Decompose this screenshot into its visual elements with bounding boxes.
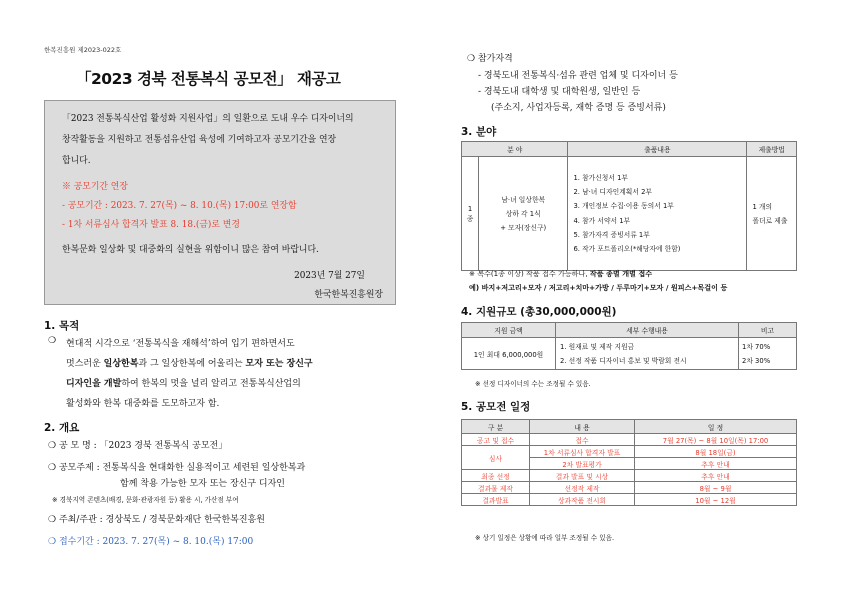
purpose-text: 과 그 일상한복에 어울리는 — [138, 359, 246, 369]
field-row-number: 1 종 — [462, 157, 479, 271]
extension-item: - 공모기간 : 2023. 7. 27(목) ~ 8. 10.(목) 17:00로 연장함 — [62, 201, 297, 211]
field-note-text: ※ 복수(1종 이상) 작품 접수 가능하나, — [469, 269, 590, 278]
field-note-2: 예) 바지+저고리+모자 / 저고리+치마+가방 / 두루마기+모자 / 원피스+목걸이 등 — [469, 283, 728, 292]
overview-theme-row — [48, 460, 305, 473]
purpose-bullet: ❍ — [48, 336, 57, 346]
schedule-content: 접수 — [530, 434, 635, 446]
purpose-line — [66, 356, 313, 369]
field-item: 3. 개인정보 수집·이용 동의서 1부 — [573, 202, 674, 211]
schedule-date: 7월 27(목) ~ 8월 10일(목) 17:00 — [635, 434, 797, 446]
overview-theme-row-2: 함께 착용 가능한 모자 또는 장신구 디자인 — [120, 479, 285, 489]
schedule-col-header: 내 용 — [530, 420, 635, 434]
section-schedule-heading: 5. 공모전 일정 — [461, 401, 531, 413]
support-col-header: 비고 — [739, 323, 797, 338]
schedule-content: 2차 발표평가 — [530, 458, 635, 470]
field-col-header: 제출방법 — [747, 142, 797, 157]
schedule-footnote: ※ 상기 일정은 상황에 따라 일부 조정될 수 있음. — [475, 534, 615, 542]
purpose-line: 활성화와 한복 대중화를 도모하고자 함. — [66, 399, 220, 409]
schedule-content: 1차 서류심사 합격자 발표 — [530, 446, 635, 458]
field-method: 1 개의 폴더로 제출 — [747, 157, 797, 271]
section-field-heading: 3. 분야 — [461, 126, 497, 138]
support-notes — [739, 338, 797, 370]
eligibility-note: (주소지, 사업자등록, 재학 증명 등 증빙서류) — [491, 103, 666, 113]
purpose-emphasis: 디자인을 개발 — [66, 379, 122, 389]
purpose-emphasis: 모자 또는 장신구 — [245, 359, 313, 369]
field-item: 5. 참가자격 증빙서류 1부 — [573, 230, 650, 239]
schedule-table — [461, 419, 797, 506]
schedule-category: 공고 및 접수 — [462, 434, 530, 446]
overview-text: 접수기간 : 2023. 7. 27(목) ~ 8. 10.(목) 17:00 — [58, 537, 254, 547]
eligibility-item: - 경북도내 전통복식·섬유 관련 업체 및 디자이너 등 — [478, 71, 678, 81]
notice-date: 2023년 7월 27일 — [294, 271, 365, 281]
field-item: 6. 작가 포트폴리오(*해당자에 한함) — [573, 244, 681, 253]
schedule-date: 8월 18일(금) — [635, 446, 797, 458]
intro-line: 창작활동을 지원하고 전통섬유산업 육성에 기여하고자 공모기간을 연장 — [62, 135, 337, 145]
section-purpose-heading: 1. 목적 — [44, 320, 80, 332]
schedule-category: 결과물 제작 — [462, 482, 530, 494]
notice-issuer: 한국한복진흥원장 — [314, 290, 383, 300]
support-details — [556, 338, 739, 370]
schedule-date: 8월 ~ 9월 — [635, 482, 797, 494]
schedule-col-header: 일 정 — [635, 420, 797, 434]
overview-text: 주최/주관 : 경상북도 / 경북문화재단 한국한복진흥원 — [58, 515, 265, 525]
bullet-icon: ❍ — [48, 441, 57, 451]
eligibility-item: - 경북도내 대학생 및 대학원생, 일반인 등 — [478, 87, 641, 97]
schedule-date: 10월 ~ 12월 — [635, 494, 797, 506]
eligibility-heading: ❍ 참가자격 — [467, 54, 513, 64]
schedule-category: 결과발표 — [462, 494, 530, 506]
purpose-line: 현대적 시각으로 ‘전통복식을 재해석’하여 입기 편하면서도 — [66, 339, 295, 349]
document-number: 한복진흥원 제2023-022호 — [44, 46, 122, 54]
field-item: 2. 남·녀 디자인계획서 2부 — [573, 188, 652, 197]
support-amount: 1인 최대 6,000,000원 — [462, 338, 556, 370]
bullet-icon: ❍ — [48, 537, 57, 547]
schedule-content: 결과 발표 및 시상 — [530, 470, 635, 482]
schedule-category: 심사 — [462, 446, 530, 470]
overview-host-row — [48, 512, 265, 525]
table-row — [462, 494, 797, 506]
overview-text: 공 모 명 : 「2023 경북 전통복식 공모전」 — [58, 441, 228, 451]
purpose-text: 하여 한복의 멋을 널리 알리고 전통복식산업의 — [121, 379, 301, 389]
purpose-emphasis: 일상한복 — [103, 359, 139, 369]
notice-box — [44, 100, 396, 305]
field-name: 남·녀 일상한복 상하 각 1식 + 모자(장신구) — [479, 157, 568, 271]
support-col-header: 지원 금액 — [462, 323, 556, 338]
purpose-text: 멋스러운 — [66, 359, 104, 369]
overview-period-row — [48, 534, 253, 547]
purpose-line — [66, 376, 301, 389]
support-table — [461, 322, 797, 370]
field-items — [568, 157, 747, 271]
table-row — [462, 446, 797, 458]
page-title: 「2023 경북 전통복식 공모전」 재공고 — [76, 70, 341, 88]
extension-heading: ※ 공모기간 연장 — [62, 182, 128, 192]
support-note: 1차 70% — [742, 342, 771, 351]
schedule-col-header: 구 분 — [462, 420, 530, 434]
support-footnote: ※ 선정 디자이너의 수는 조정될 수 있음. — [475, 380, 591, 388]
table-row — [462, 470, 797, 482]
section-overview-heading: 2. 개요 — [44, 422, 80, 434]
overview-note: ※ 경북지역 콘텐츠(배경, 문화·관광자원 등) 활용 시, 가산점 부여 — [52, 496, 239, 504]
overview-name-row — [48, 438, 227, 451]
support-col-header: 세부 수행내용 — [556, 323, 739, 338]
support-detail: 2. 선정 작품 디자이너 홍보 및 박람회 전시 — [560, 356, 687, 365]
field-table — [461, 141, 797, 271]
field-item: 1. 참가신청서 1부 — [573, 173, 628, 182]
schedule-content: 상과작품 전시회 — [530, 494, 635, 506]
bullet-icon: ❍ — [48, 463, 57, 473]
field-col-header: 출품내용 — [568, 142, 747, 157]
bullet-icon: ❍ — [48, 515, 57, 525]
field-note-emphasis: 작품 종별 개별 접수 — [589, 269, 653, 278]
overview-text: 공모주제 : 전통복식을 현대화한 실용적이고 세련된 일상한복과 — [58, 463, 306, 473]
schedule-content: 선정작 제작 — [530, 482, 635, 494]
field-item: 4. 참가 서약서 1부 — [573, 216, 631, 225]
closing-text: 한복문화 일상화 및 대중화의 실현을 위함이니 많은 참여 바랍니다. — [62, 245, 319, 255]
field-note-1 — [469, 269, 652, 279]
schedule-date: 추후 안내 — [635, 470, 797, 482]
table-row — [462, 482, 797, 494]
support-detail: 1. 원재료 및 제작 지원금 — [560, 342, 635, 351]
section-support-heading: 4. 지원규모 (총30,000,000원) — [461, 306, 617, 318]
field-col-header: 분 야 — [462, 142, 568, 157]
support-note: 2차 30% — [742, 356, 771, 365]
intro-line: 「2023 전통복식산업 활성화 지원사업」의 일환으로 도내 우수 디자이너의 — [62, 114, 354, 124]
schedule-category: 최종 선정 — [462, 470, 530, 482]
intro-line: 합니다. — [62, 156, 91, 166]
schedule-date: 추후 안내 — [635, 458, 797, 470]
table-row — [462, 434, 797, 446]
extension-item: - 1차 서류심사 합격자 발표 8. 18.(금)로 변경 — [62, 220, 240, 230]
